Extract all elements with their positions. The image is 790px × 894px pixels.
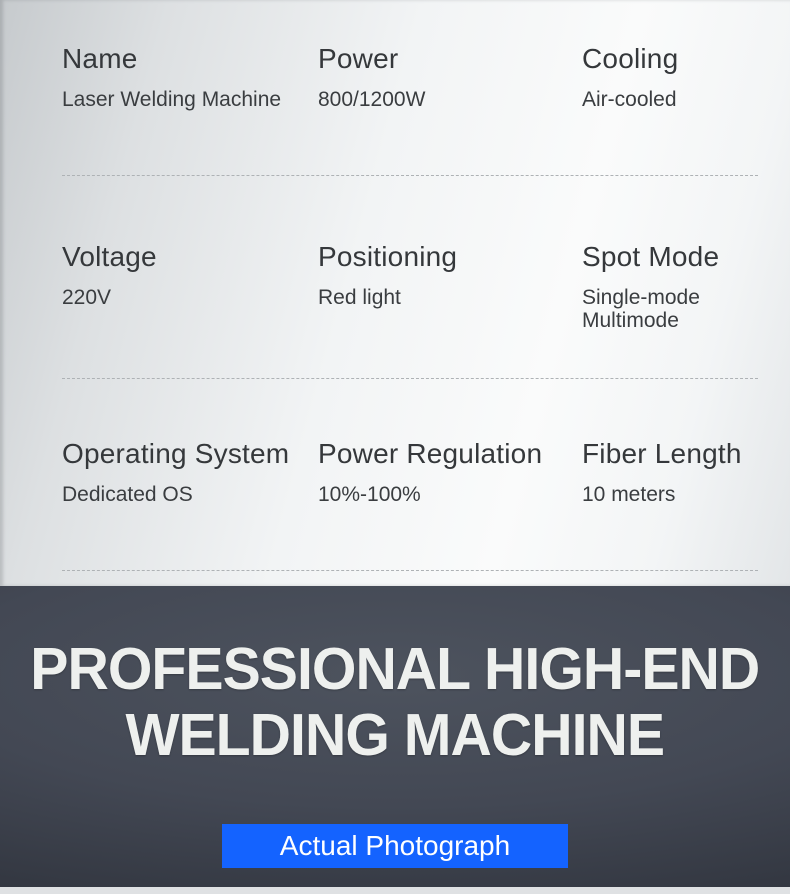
spec-row-3	[0, 379, 790, 570]
spec-value-spot-mode-line1: Single-mode	[582, 286, 700, 309]
spec-value-positioning: Red light	[318, 286, 401, 309]
spec-cell-spot-mode	[582, 240, 760, 378]
spec-label-operating-system: Operating System	[62, 438, 290, 469]
spec-cell-power-regulation	[318, 437, 582, 570]
banner-title	[31, 636, 760, 768]
spec-cell-operating-system	[62, 437, 318, 570]
bottom-strip	[0, 887, 790, 894]
spec-label-cooling: Cooling	[582, 43, 679, 74]
spec-value-spot-mode	[582, 286, 760, 332]
spec-label-positioning: Positioning	[318, 241, 458, 272]
spec-cell-positioning	[318, 240, 582, 378]
spec-value-operating-system: Dedicated OS	[62, 483, 193, 506]
spec-value-name: Laser Welding Machine	[62, 88, 282, 111]
spec-value-spot-mode-line2: Multimode	[582, 309, 679, 332]
banner-title-line2: WELDING MACHINE	[125, 702, 665, 768]
actual-photograph-button[interactable]: Actual Photograph	[222, 824, 568, 868]
spec-label-voltage: Voltage	[62, 241, 157, 272]
spec-label-fiber-length: Fiber Length	[582, 438, 742, 469]
spec-row-2	[0, 176, 790, 378]
spec-value-voltage: 220V	[62, 286, 112, 309]
spec-value-fiber-length: 10 meters	[582, 483, 676, 506]
spec-label-power: Power	[318, 43, 399, 74]
spec-cell-fiber-length	[582, 437, 760, 570]
spec-label-spot-mode: Spot Mode	[582, 241, 720, 272]
spec-value-power-regulation: 10%-100%	[318, 483, 421, 506]
spec-cell-cooling	[582, 42, 760, 175]
spec-row-1	[0, 0, 790, 175]
dashed-divider	[62, 570, 758, 571]
hero-banner	[0, 586, 790, 887]
spec-cell-power	[318, 42, 582, 175]
spec-label-power-regulation: Power Regulation	[318, 438, 543, 469]
spec-cell-name	[62, 42, 318, 175]
spec-value-power: 800/1200W	[318, 88, 426, 111]
spec-value-cooling: Air-cooled	[582, 88, 677, 111]
spec-cell-voltage	[62, 240, 318, 378]
banner-title-line1: PROFESSIONAL HIGH-END	[30, 636, 760, 702]
spec-label-name: Name	[62, 43, 138, 74]
